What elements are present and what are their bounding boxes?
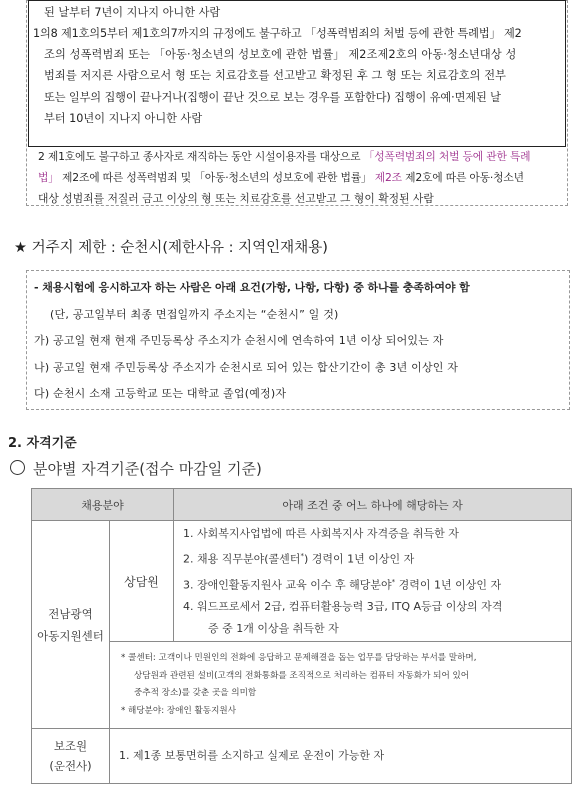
footnote-callcenter-cont-2: 중추적 장소)를 갖춘 곳을 의미함: [134, 688, 257, 699]
residence-restriction-title: ★ 거주지 제한 : 순천시(제한사유 : 지역인재채용): [14, 240, 328, 256]
footnote-cell: [110, 642, 572, 729]
criteria-item-1: 1. 사회복지사업법에 따른 사회복지사 자격증을 취득한 자: [183, 527, 459, 540]
criteria-item-2: 2. 채용 직무분야(콜센터*) 경력이 1년 이상인 자: [183, 552, 415, 566]
disq-para2-line-2: 법」 제2조에 따른 성폭력범죄 및 「아동·청소년의 성보호에 관한 법률」 제2조 제2호에 따른 아동·청소년: [38, 171, 524, 184]
circle-bullet-icon: [10, 460, 25, 475]
qualification-table: [31, 488, 572, 784]
footnote-field: * 해당분야: 장애인 활동지원사: [121, 705, 237, 716]
residence-item-da: 다) 순천시 소재 고등학교 또는 대학교 졸업(예정)자: [34, 387, 287, 400]
footnote-callcenter-cont-1: 상담원과 관련된 설비(고객의 전화통화를 조직적으로 처리하는 컴퓨터 자동화가 되어 있어: [134, 670, 470, 681]
disq-line-4: 범죄를 저지른 사람으로서 형 또는 치료감호를 선고받고 확정된 후 그 형 또는 치료감호의 전부: [44, 69, 507, 82]
criteria-cell: [174, 521, 572, 642]
residence-item-ga: 가) 공고일 현재 현재 주민등록상 주소지가 순천시에 연속하여 1년 이상 되어있는 자: [34, 334, 444, 347]
disq-line-3: 조의 성폭력범죄 또는 「아동·청소년의 성보호에 관한 법률」 제2조제2호의 아동·청소년대상 성: [44, 48, 517, 61]
section-subtitle: 분야별 자격기준(접수 마감일 기준): [10, 458, 262, 479]
criteria-item-4: 4. 워드프로세서 2급, 컴퓨터활용능력 3급, ITQ A등급 이상의 자격: [183, 600, 503, 614]
criteria-item-3: 3. 장애인활동지원사 교육 이수 후 해당분야* 경력이 1년 이상인 자: [183, 577, 502, 592]
disq-line-6: 부터 10년이 지나지 아니한 사람: [44, 112, 203, 125]
residence-lead: - 채용시험에 응시하고자 하는 사람은 아래 요건(가항, 나항, 다항) 중 하나를 충족하여야 함: [34, 281, 470, 294]
aux-criteria-item: 1. 제1종 보통면허를 소지하고 실제로 운전이 가능한 자: [119, 749, 385, 763]
residence-note: (단, 공고일부터 최종 면접일까지 주소지는 “순천시” 일 것): [50, 308, 339, 321]
disq-para2-line-1: 2 제1호에도 불구하고 종사자로 재직하는 동안 시설이용자를 대상으로 「성폭력범죄의 처벌 등에 관한 특례: [38, 150, 531, 163]
disq-line-1: 된 날부터 7년이 지나지 아니한 사람: [44, 6, 221, 19]
aux-criteria-cell: [110, 729, 572, 784]
criteria-item-4-cont: 증 중 1개 이상을 취득한 자: [208, 622, 339, 636]
org-cell: 전남광역 아동지원센터: [32, 521, 110, 729]
header-condition: 아래 조건 중 어느 하나에 해당하는 자: [174, 489, 572, 521]
footnote-callcenter: * 콜센터: 고객이나 민원인의 전화에 응답하고 문제해결을 돕는 업무를 담당하는 부서를 말하며,: [121, 653, 477, 664]
aux-role-cell: 보조원 (운전사): [32, 729, 110, 784]
residence-item-na: 나) 공고일 현재 주민등록상 주소지가 순천시로 되어 있는 합산기간이 총 3년 이상인 자: [34, 361, 459, 374]
header-field: 채용분야: [32, 489, 174, 521]
role-cell: 상담원: [110, 521, 174, 642]
disq-para2-line-3: 대상 성범죄를 저질러 금고 이상의 형 또는 치료감호를 선고받고 그 형이 확정된 사람: [38, 192, 434, 205]
disq-line-5: 또는 일부의 집행이 끝나거나(집행이 끝난 것으로 보는 경우를 포함한다) 집행이 유예·면제된 날: [44, 91, 501, 104]
section-title: 2. 자격기준: [8, 436, 77, 451]
disq-line-2: 1의8 제1호의5부터 제1호의7까지의 규정에도 불구하고 「성폭력범죄의 처벌 등에 관한 특례법」 제2: [33, 27, 522, 40]
